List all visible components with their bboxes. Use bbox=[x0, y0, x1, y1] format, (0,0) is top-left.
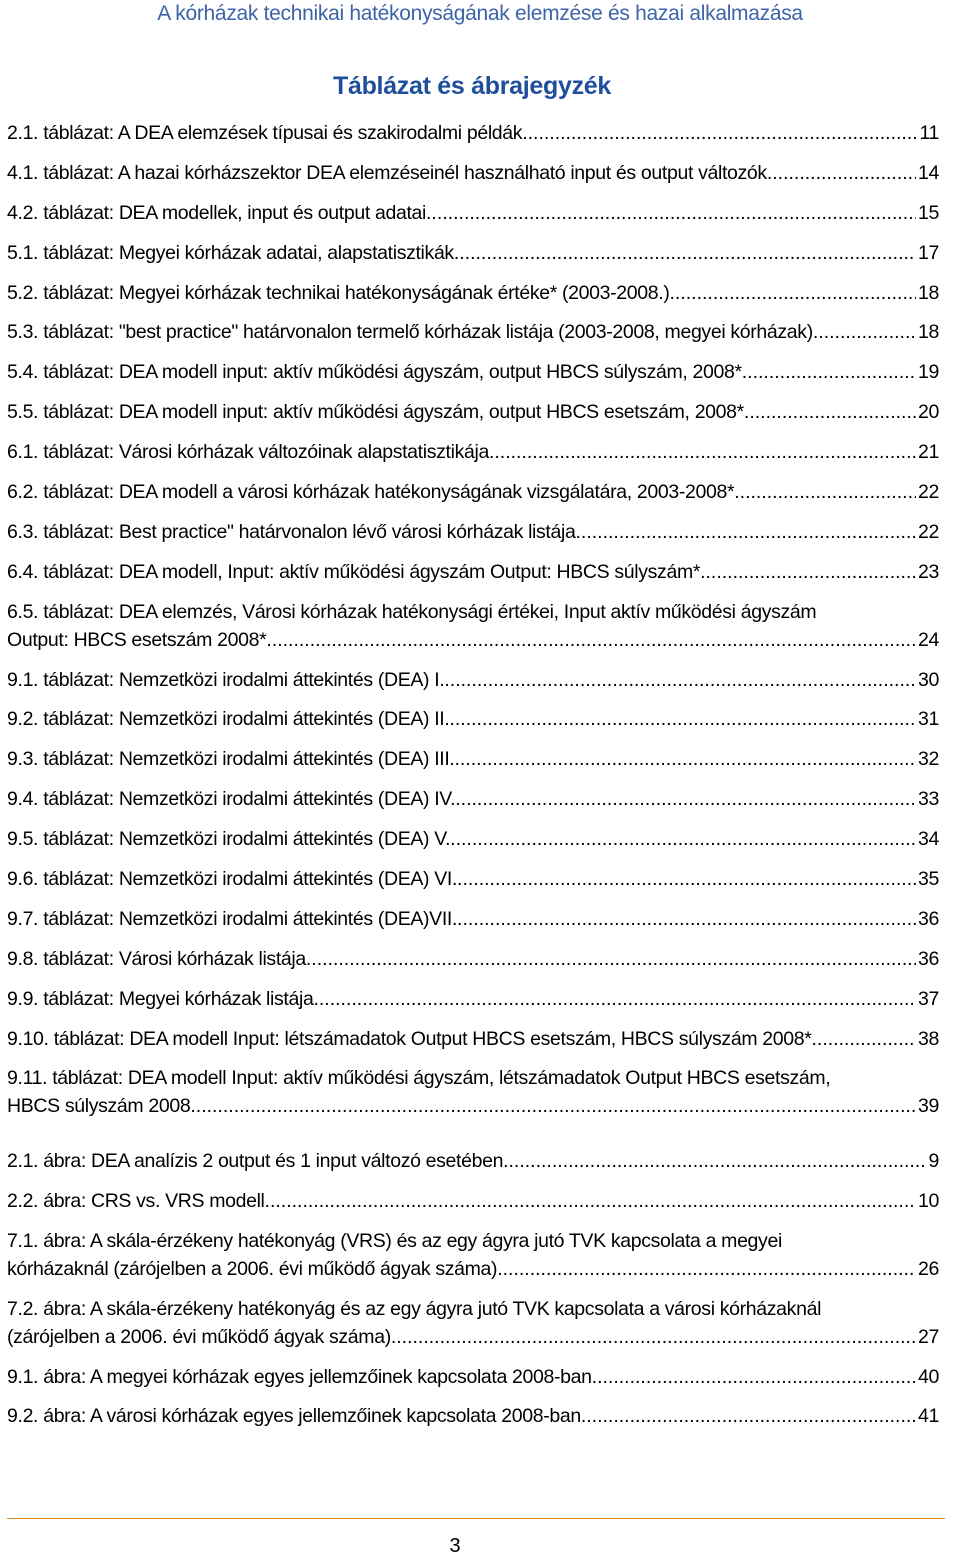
dot-leader bbox=[700, 558, 916, 586]
dot-leader bbox=[426, 199, 916, 227]
toc-entry[interactable] bbox=[7, 119, 939, 147]
entry-title-line-1: 7.1. ábra: A skála-érzékeny hatékonyág (VRS) és az egy ágyra jutó TVK kapcsolata a megyei bbox=[7, 1229, 782, 1252]
footer-rule bbox=[7, 1518, 945, 1519]
toc-entry[interactable] bbox=[7, 398, 939, 426]
entry-page-number: 15 bbox=[918, 201, 939, 224]
dot-leader bbox=[391, 1323, 916, 1351]
toc-entry[interactable] bbox=[7, 705, 939, 733]
toc-entry[interactable] bbox=[7, 825, 939, 853]
toc-entry[interactable] bbox=[7, 239, 939, 267]
entry-title-line-2-row bbox=[7, 626, 939, 654]
dot-leader bbox=[581, 1402, 916, 1430]
toc-entry[interactable] bbox=[7, 1363, 939, 1391]
toc-entry[interactable] bbox=[7, 945, 939, 973]
dot-leader bbox=[455, 785, 916, 813]
toc-entry[interactable] bbox=[7, 558, 939, 586]
entry-page-number: 18 bbox=[918, 321, 939, 344]
toc-entry[interactable] bbox=[7, 358, 939, 386]
entry-title-line-1: 9.11. táblázat: DEA modell Input: aktív működési ágyszám, létszámadatok Output HBCS esetszám, bbox=[7, 1067, 831, 1090]
running-header: A kórházak technikai hatékonyságának elemzése és hazai alkalmazása bbox=[157, 2, 803, 25]
dot-leader bbox=[767, 159, 916, 187]
toc-entry[interactable] bbox=[7, 1064, 939, 1120]
entry-page-number: 32 bbox=[918, 748, 939, 771]
entry-page-number: 26 bbox=[918, 1257, 939, 1280]
toc-entry[interactable] bbox=[7, 1227, 939, 1283]
entry-title: 9.1. táblázat: Nemzetközi irodalmi áttekintés (DEA) I. bbox=[7, 668, 445, 691]
entry-title: 9.6. táblázat: Nemzetközi irodalmi áttekintés (DEA) VI. bbox=[7, 868, 458, 891]
toc-entry[interactable] bbox=[7, 478, 939, 506]
entry-title-line-1: 6.5. táblázat: DEA elemzés, Városi kórházak hatékonysági értékei, Input aktív működési ágyszám bbox=[7, 600, 817, 623]
entry-page-number: 9 bbox=[928, 1150, 939, 1172]
dot-leader bbox=[669, 279, 916, 307]
entry-page-number: 10 bbox=[918, 1189, 939, 1212]
dot-leader bbox=[449, 705, 916, 733]
dot-leader bbox=[265, 1187, 916, 1215]
entry-title-line-2: Output: HBCS esetszám 2008* bbox=[7, 628, 267, 651]
entry-page-number: 30 bbox=[918, 668, 939, 691]
dot-leader bbox=[497, 1255, 916, 1283]
toc-entry[interactable] bbox=[7, 318, 939, 346]
entry-title: 9.7. táblázat: Nemzetközi irodalmi áttekintés (DEA)VII. bbox=[7, 907, 458, 930]
dot-leader bbox=[313, 985, 916, 1013]
entry-title: 4.1. táblázat: A hazai kórházszektor DEA elemzéseinél használható input és output változók bbox=[7, 161, 767, 184]
entry-title: 2.1. táblázat: A DEA elemzések típusai és szakirodalmi példák bbox=[7, 122, 523, 144]
dot-leader bbox=[742, 358, 916, 386]
entry-page-number: 41 bbox=[918, 1405, 939, 1428]
entry-page-number: 34 bbox=[918, 828, 939, 851]
entry-page-number: 38 bbox=[918, 1027, 939, 1050]
entry-title-line-2: HBCS súlyszám 2008 bbox=[7, 1095, 191, 1118]
toc-entry[interactable] bbox=[7, 905, 939, 933]
entry-page-number: 24 bbox=[918, 628, 939, 651]
entry-title: 9.1. ábra: A megyei kórházak egyes jellemzőinek kapcsolata 2008-ban bbox=[7, 1365, 592, 1388]
entry-title: 6.3. táblázat: Best practice" határvonalon lévő városi kórházak listája bbox=[7, 520, 576, 543]
entry-title: 2.2. ábra: CRS vs. VRS modell bbox=[7, 1189, 265, 1212]
dot-leader bbox=[455, 745, 917, 773]
dot-leader bbox=[190, 1092, 916, 1120]
entry-page-number: 19 bbox=[918, 361, 939, 384]
entry-page-number: 40 bbox=[918, 1365, 939, 1388]
toc-entry[interactable] bbox=[7, 1147, 939, 1175]
entry-title-line-2-row bbox=[7, 1255, 939, 1283]
dot-leader bbox=[744, 398, 916, 426]
dot-leader bbox=[266, 626, 916, 654]
entry-title: 2.1. ábra: DEA analízis 2 output és 1 input változó esetében bbox=[7, 1150, 504, 1172]
entry-title: 9.8. táblázat: Városi kórházak listája bbox=[7, 947, 306, 970]
entry-page-number: 27 bbox=[918, 1325, 939, 1348]
toc-entry[interactable] bbox=[7, 1187, 939, 1215]
entry-title-line-2-row bbox=[7, 1323, 939, 1351]
toc-entry[interactable] bbox=[7, 438, 939, 466]
entry-title: 9.4. táblázat: Nemzetközi irodalmi áttekintés (DEA) IV. bbox=[7, 788, 456, 811]
entry-title: 9.9. táblázat: Megyei kórházak listája bbox=[7, 987, 314, 1010]
dot-leader bbox=[457, 865, 916, 893]
entry-title: 6.1. táblázat: Városi kórházak változóinak alapstatisztikája bbox=[7, 441, 489, 464]
dot-leader bbox=[489, 438, 916, 466]
page-number: 3 bbox=[449, 1535, 461, 1557]
dot-leader bbox=[306, 945, 916, 973]
dot-leader bbox=[813, 318, 916, 346]
entry-page-number: 22 bbox=[918, 481, 939, 504]
toc-entry[interactable] bbox=[7, 666, 939, 694]
dot-leader bbox=[592, 1363, 916, 1391]
entry-page-number: 31 bbox=[918, 708, 939, 731]
entry-page-number: 33 bbox=[918, 788, 939, 811]
list-of-tables bbox=[7, 119, 939, 1132]
entry-page-number: 22 bbox=[918, 520, 939, 543]
dot-leader bbox=[575, 518, 916, 546]
entry-page-number: 20 bbox=[918, 401, 939, 424]
toc-entry[interactable] bbox=[7, 985, 939, 1013]
dot-leader bbox=[450, 825, 916, 853]
toc-entry[interactable] bbox=[7, 785, 939, 813]
entry-title: 9.2. ábra: A városi kórházak egyes jellemzőinek kapcsolata 2008-ban bbox=[7, 1405, 581, 1428]
entry-title: 6.2. táblázat: DEA modell a városi kórházak hatékonyságának vizsgálatára, 2003-2008* bbox=[7, 481, 735, 504]
toc-entry[interactable] bbox=[7, 1295, 939, 1351]
entry-title-line-2: kórházaknál (zárójelben a 2006. évi működő ágyak száma) bbox=[7, 1257, 498, 1280]
entry-page-number: 37 bbox=[918, 987, 939, 1010]
entry-title-line-2-row bbox=[7, 1092, 939, 1120]
dot-leader bbox=[812, 1025, 916, 1053]
entry-title: 5.3. táblázat: "best practice" határvonalon termelő kórházak listája (2003-2008, megyei kórházak) bbox=[7, 321, 813, 344]
toc-entry[interactable] bbox=[7, 1402, 939, 1430]
entry-title: 9.5. táblázat: Nemzetközi irodalmi áttekintés (DEA) V. bbox=[7, 828, 451, 851]
entry-title: 5.5. táblázat: DEA modell input: aktív működési ágyszám, output HBCS esetszám, 2008* bbox=[7, 401, 744, 424]
toc-title: Táblázat és ábrajegyzék bbox=[333, 72, 611, 100]
dot-leader bbox=[734, 478, 916, 506]
toc-entry[interactable] bbox=[7, 279, 939, 307]
entry-title: 5.2. táblázat: Megyei kórházak technikai hatékonyságának értéke* (2003-2008.) bbox=[7, 281, 670, 304]
entry-page-number: 21 bbox=[918, 441, 939, 464]
dot-leader bbox=[444, 666, 916, 694]
dot-leader bbox=[454, 239, 916, 267]
entry-page-number: 23 bbox=[918, 560, 939, 583]
entry-page-number: 36 bbox=[918, 947, 939, 970]
toc-entry[interactable] bbox=[7, 1025, 939, 1053]
entry-title-line-1: 7.2. ábra: A skála-érzékeny hatékonyág és az egy ágyra jutó TVK kapcsolata a városi kórházaknál bbox=[7, 1297, 822, 1320]
dot-leader bbox=[522, 119, 917, 147]
entry-title: 5.1. táblázat: Megyei kórházak adatai, alapstatisztikák bbox=[7, 241, 454, 264]
entry-title: 4.2. táblázat: DEA modellek, input és output adatai bbox=[7, 201, 427, 224]
entry-page-number: 36 bbox=[918, 907, 939, 930]
entry-page-number: 14 bbox=[918, 161, 939, 184]
entry-title: 6.4. táblázat: DEA modell, Input: aktív működési ágyszám Output: HBCS súlyszám* bbox=[7, 560, 701, 583]
dot-leader bbox=[457, 905, 916, 933]
entry-title: 9.10. táblázat: DEA modell Input: létszámadatok Output HBCS esetszám, HBCS súlyszám 2008* bbox=[7, 1027, 812, 1050]
toc-entry[interactable] bbox=[7, 518, 939, 546]
entry-title: 9.3. táblázat: Nemzetközi irodalmi áttekintés (DEA) III. bbox=[7, 748, 455, 771]
entry-page-number: 39 bbox=[918, 1095, 939, 1118]
toc-entry[interactable] bbox=[7, 865, 939, 893]
list-of-figures bbox=[7, 1147, 939, 1442]
entry-page-number: 17 bbox=[918, 241, 939, 264]
toc-entry[interactable] bbox=[7, 745, 939, 773]
toc-entry[interactable] bbox=[7, 598, 939, 654]
entry-page-number: 35 bbox=[918, 868, 939, 891]
entry-title-line-2: (zárójelben a 2006. évi működő ágyak száma) bbox=[7, 1325, 391, 1348]
toc-entry[interactable] bbox=[7, 159, 939, 187]
toc-entry[interactable] bbox=[7, 199, 939, 227]
entry-title: 5.4. táblázat: DEA modell input: aktív működési ágyszám, output HBCS súlyszám, 2008* bbox=[7, 361, 742, 384]
entry-page-number: 11 bbox=[919, 122, 939, 144]
entry-title: 9.2. táblázat: Nemzetközi irodalmi áttekintés (DEA) II. bbox=[7, 708, 450, 731]
dot-leader bbox=[503, 1147, 926, 1175]
entry-page-number: 18 bbox=[918, 281, 939, 304]
